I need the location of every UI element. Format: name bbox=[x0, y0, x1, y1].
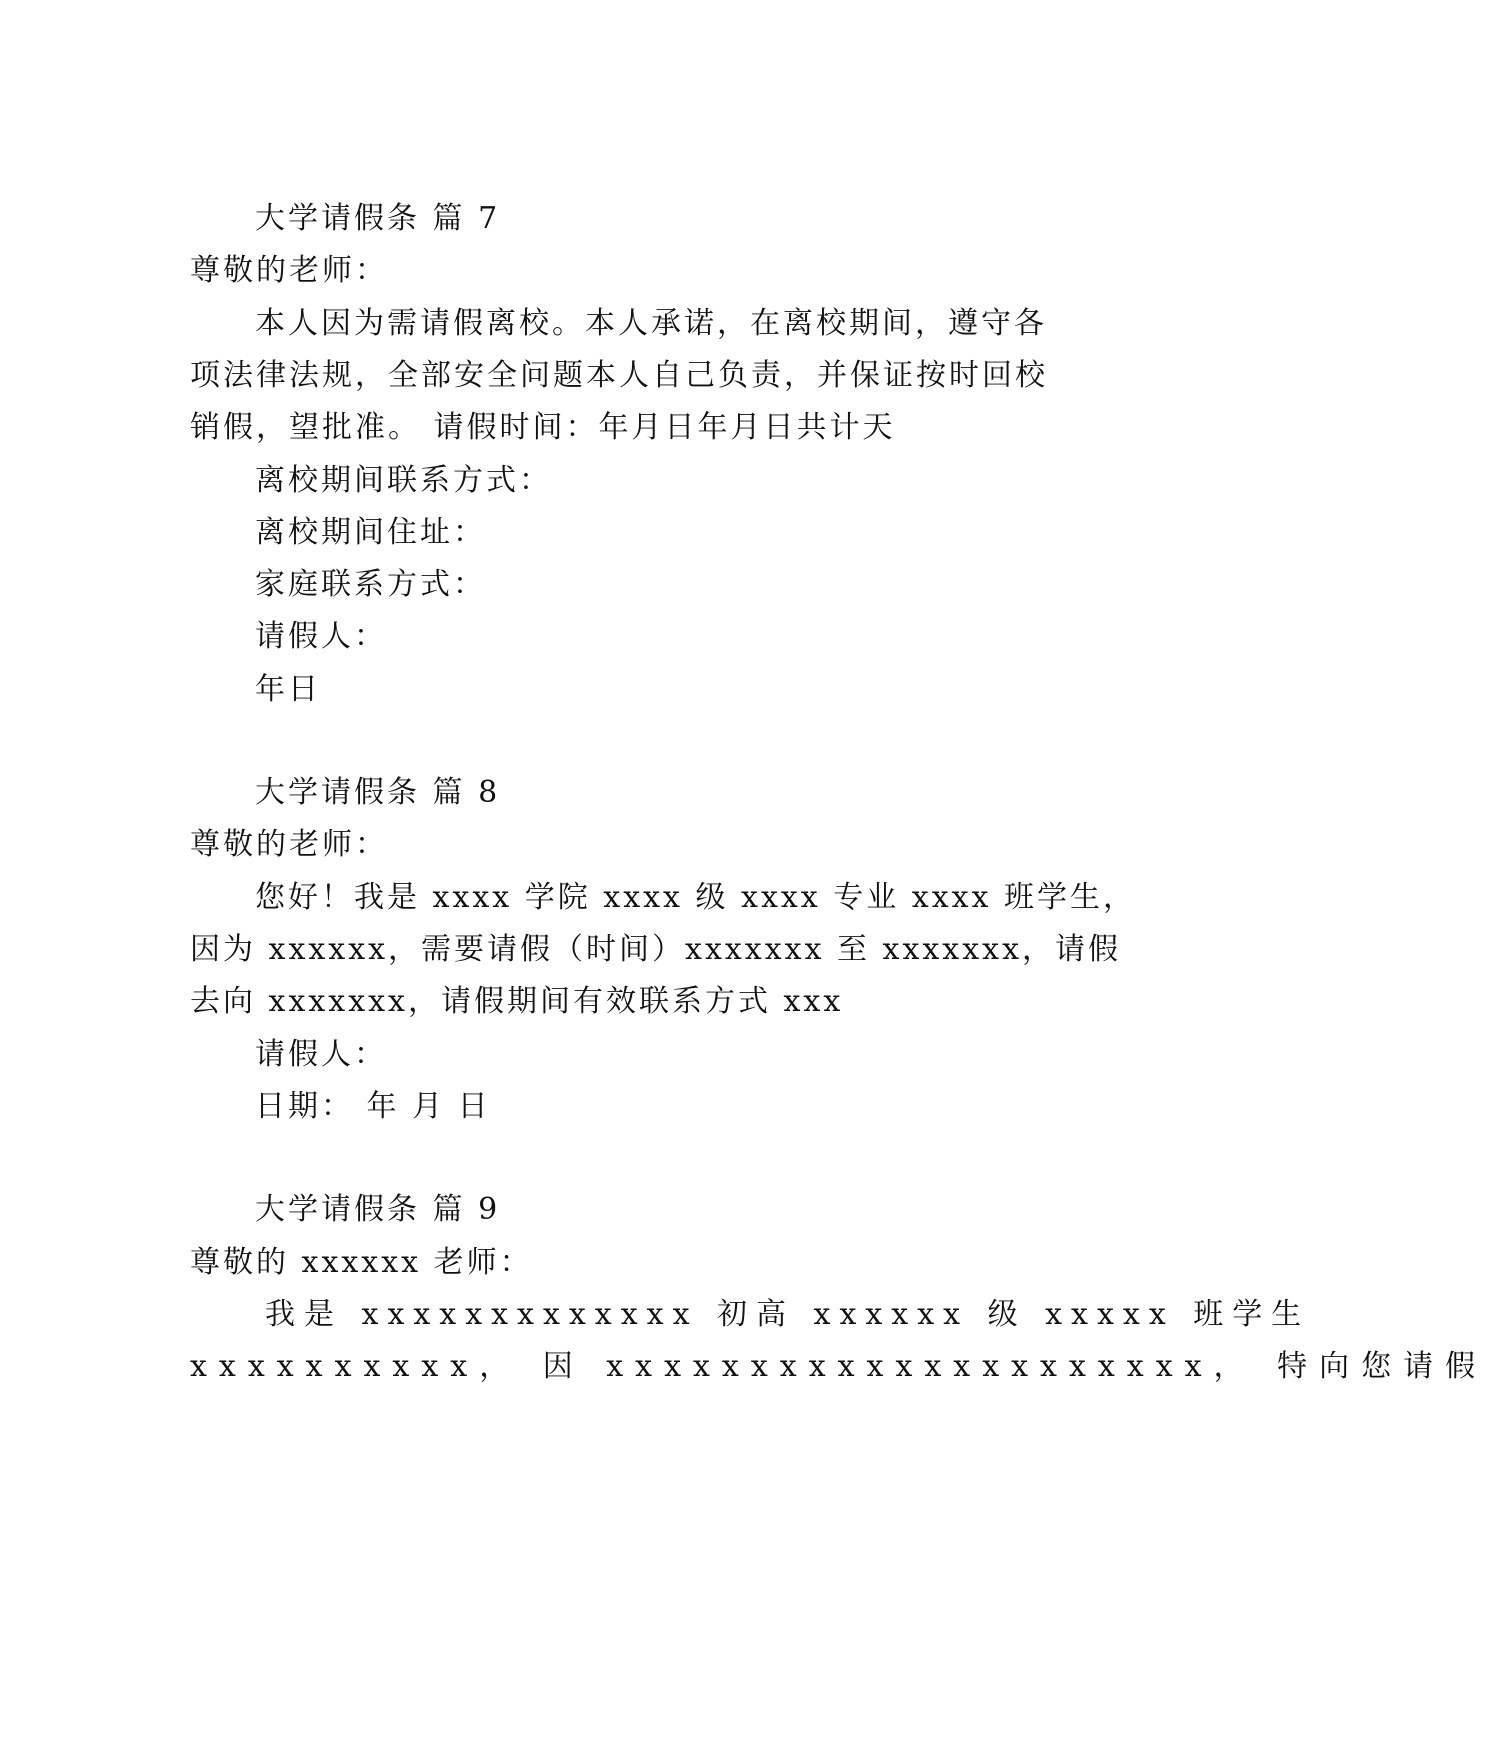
field-line: 离校期间住址： bbox=[255, 515, 486, 550]
paragraph-line: 因为 xxxxxx，需要请假（时间）xxxxxxx 至 xxxxxxx，请假 bbox=[190, 932, 1121, 967]
field-line: 请假人： bbox=[255, 619, 387, 654]
field-line: 家庭联系方式： bbox=[255, 567, 486, 602]
paragraph-line: 销假，望批准。 请假时间：年月日年月日共计天 bbox=[190, 410, 896, 445]
field-line: 请假人： bbox=[255, 1037, 387, 1072]
field-line: 日期： 年 月 日 bbox=[255, 1089, 491, 1124]
field-line: 离校期间联系方式： bbox=[255, 463, 552, 498]
paragraph-line: xxxxxxxxxx， 因 xxxxxxxxxxxxxxxxxxxxx， 特向您请假 bbox=[190, 1349, 1487, 1384]
paragraph-line: 项法律法规，全部安全问题本人自己负责，并保证按时回校 bbox=[190, 358, 1048, 393]
section-title: 大学请假条 篇 8 bbox=[255, 775, 501, 810]
paragraph-line: 您好！我是 xxxx 学院 xxxx 级 xxxx 专业 xxxx 班学生， bbox=[255, 880, 1136, 915]
paragraph-line: 本人因为需请假离校。本人承诺，在离校期间，遵守各 bbox=[255, 306, 1047, 341]
section-title: 大学请假条 篇 9 bbox=[255, 1192, 501, 1227]
salutation: 尊敬的老师： bbox=[190, 827, 388, 862]
section-title: 大学请假条 篇 7 bbox=[255, 201, 501, 236]
paragraph-line: 我是 xxxxxxxxxxxxx 初高 xxxxxx 级 xxxxx 班学生 bbox=[265, 1297, 1311, 1332]
salutation: 尊敬的老师： bbox=[190, 253, 388, 288]
field-line: 年日 bbox=[255, 672, 321, 707]
paragraph-line: 去向 xxxxxxx，请假期间有效联系方式 xxx bbox=[190, 984, 844, 1019]
salutation: 尊敬的 xxxxxx 老师： bbox=[190, 1245, 533, 1280]
